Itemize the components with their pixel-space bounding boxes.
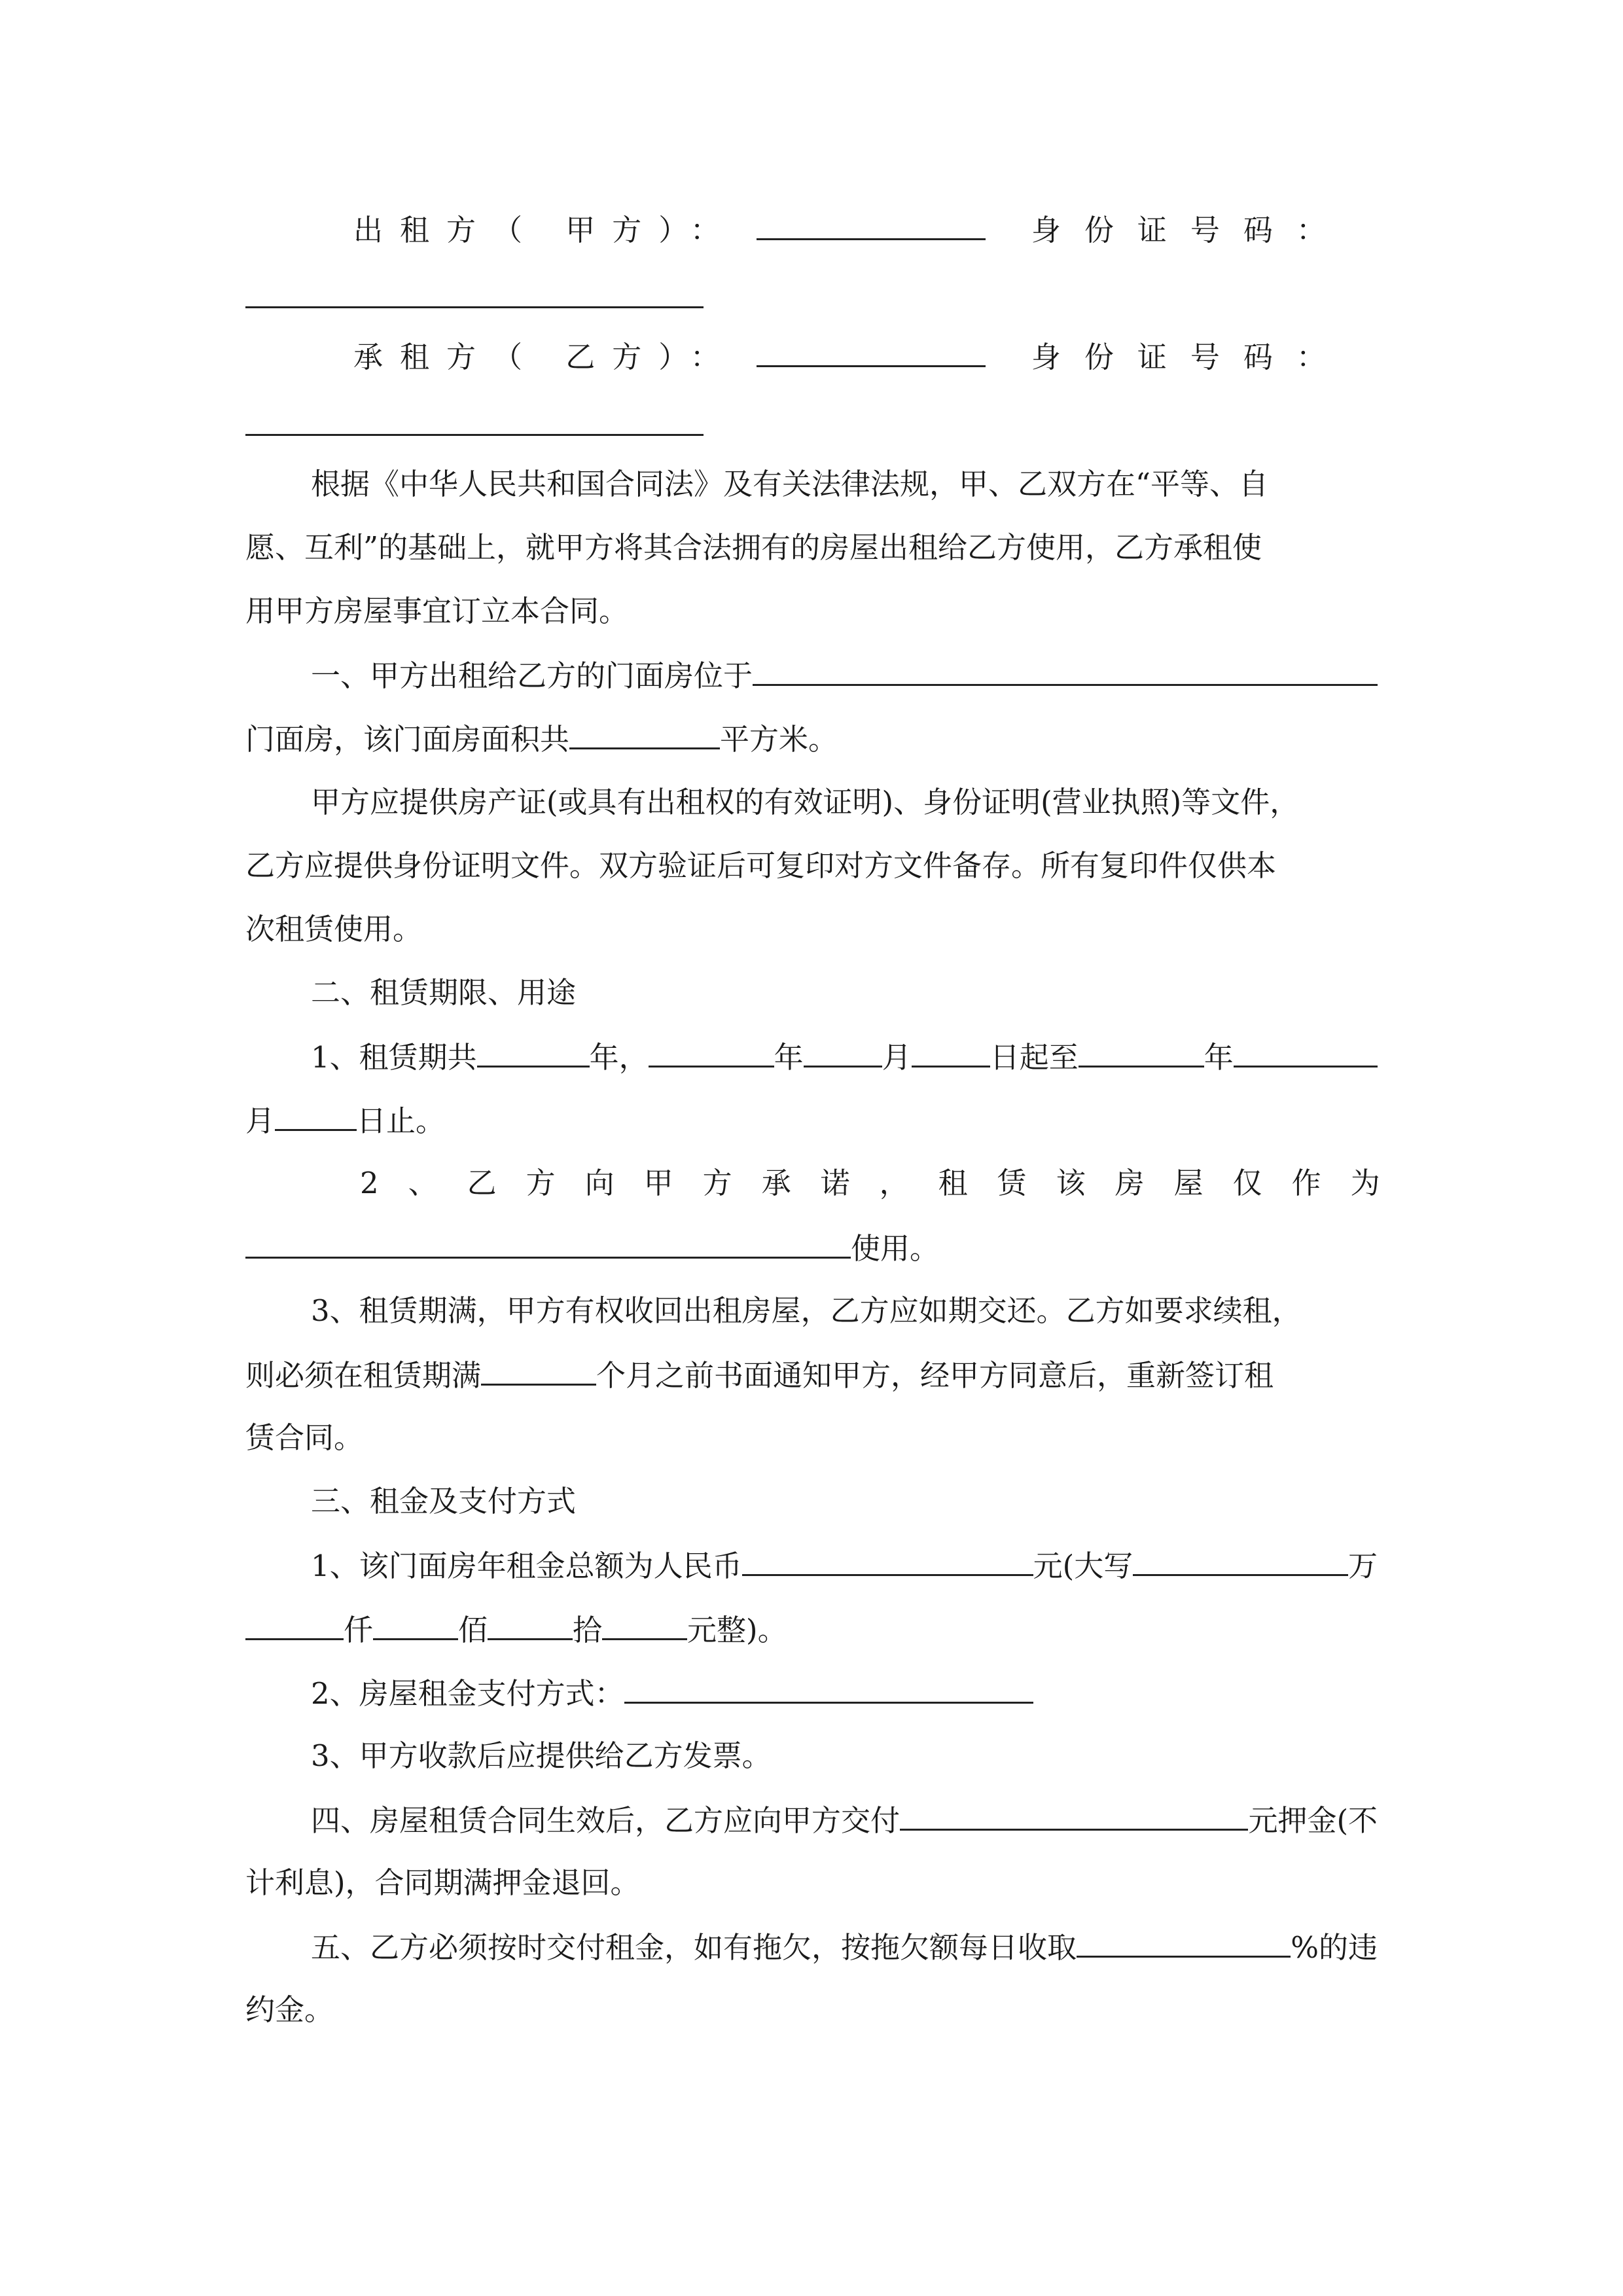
pay-method-row <box>311 1673 1378 1712</box>
start-month-blank[interactable] <box>804 1037 882 1067</box>
deposit-row <box>311 1800 1378 1839</box>
area-unit: 平方米。 <box>720 722 838 757</box>
rent-shi-blank[interactable] <box>488 1609 573 1640</box>
section1-location-label: 一、甲方出租给乙方的门面房位于 <box>311 658 753 693</box>
location-blank[interactable] <box>753 655 1378 686</box>
deposit-suffix: 元押金(不 <box>1248 1803 1378 1838</box>
rent-bai-blank[interactable] <box>373 1609 458 1640</box>
docs-line-2: 乙方应提供身份证明文件。双方验证后可复印对方文件备存。所有复印件仅供本 <box>245 848 1277 883</box>
intro-line-1: 根据《中华人民共和国合同法》及有关法律法规，甲、乙双方在“平等、自 <box>311 467 1269 501</box>
penalty-rate-blank[interactable] <box>1077 1927 1291 1958</box>
term-years-blank[interactable] <box>477 1037 590 1067</box>
section1-area-row <box>245 719 1378 758</box>
rent-bai-unit: 佰 <box>458 1613 488 1647</box>
use-suffix: 使用。 <box>851 1231 940 1266</box>
end-month-unit: 月 <box>245 1103 276 1138</box>
start-day-blank[interactable] <box>912 1037 990 1067</box>
lessor-name-blank[interactable] <box>757 209 986 240</box>
lessor-row <box>353 209 1374 249</box>
invoice-line: 3、甲方收款后应提供给乙方发票。 <box>311 1738 772 1773</box>
use-row-2 <box>245 1228 1378 1267</box>
section1-location-row <box>311 655 1378 694</box>
intro-line-3: 用甲方房屋事宜订立本合同。 <box>245 594 629 628</box>
start-day-unit: 日起至 <box>990 1040 1079 1075</box>
rent-qian-unit: 仟 <box>344 1613 374 1647</box>
section3-title: 三、租金及支付方式 <box>311 1484 577 1518</box>
rent-row-1 <box>311 1545 1378 1585</box>
expire-label-b: 个月之前书面通知甲方，经甲方同意后，重新签订租 <box>596 1358 1274 1393</box>
rent-amount-blank[interactable] <box>742 1545 1033 1576</box>
docs-line-1: 甲方应提供房产证(或具有出租权的有效证明)、身份证明(营业执照)等文件， <box>311 785 1300 819</box>
use-purpose-blank[interactable] <box>245 1228 851 1259</box>
area-label: 门面房，该门面房面积共 <box>245 722 570 757</box>
term-row <box>311 1037 1378 1076</box>
rent-shi-unit: 拾 <box>573 1613 603 1647</box>
end-month-blank-a[interactable] <box>1234 1037 1378 1067</box>
start-year-blank[interactable] <box>649 1037 774 1067</box>
intro-line-2: 愿、互利”的基础上，就甲方将其合法拥有的房屋出租给乙方使用，乙方承租使 <box>245 530 1262 565</box>
penalty-line-2: 约金。 <box>245 1992 334 2027</box>
rent-caps-label: 元(大写 <box>1033 1549 1133 1583</box>
penalty-suffix: %的违 <box>1291 1930 1378 1965</box>
term-row-2 <box>245 1100 1378 1139</box>
rent-label: 1、该门面房年租金总额为人民币 <box>311 1549 742 1583</box>
rent-wan-blank[interactable] <box>1133 1545 1348 1576</box>
use-line-1: 2、乙方向甲方承诺，租赁该房屋仅作为 <box>360 1166 1410 1200</box>
start-month-unit: 月 <box>882 1040 912 1075</box>
docs-line-3: 次租赁使用。 <box>245 912 423 946</box>
area-blank[interactable] <box>569 719 720 749</box>
lessee-id-label: 身份证号码： <box>1031 340 1349 374</box>
end-year-unit: 年 <box>1204 1040 1234 1075</box>
deposit-line-2: 计利息)，合同期满押金退回。 <box>245 1865 640 1900</box>
section2-title: 二、租赁期限、用途 <box>311 975 577 1010</box>
lessee-row <box>353 336 1374 376</box>
end-day-blank[interactable] <box>275 1100 357 1131</box>
expire-row-2 <box>245 1355 1378 1394</box>
expire-line-3: 赁合同。 <box>245 1420 364 1455</box>
penalty-label: 五、乙方必须按时交付租金，如有拖欠，按拖欠额每日收取 <box>311 1930 1077 1965</box>
rent-wan-unit: 万 <box>1347 1549 1378 1583</box>
expire-line-1: 3、租赁期满，甲方有权收回出租房屋，乙方应如期交还。乙方如要求续租， <box>311 1293 1302 1328</box>
expire-label-a: 则必须在租赁期满 <box>245 1358 482 1393</box>
deposit-label: 四、房屋租赁合同生效后，乙方应向甲方交付 <box>311 1803 901 1838</box>
term-year-unit: 年， <box>589 1040 649 1075</box>
end-year-blank[interactable] <box>1079 1037 1204 1067</box>
lessor-id-blank[interactable] <box>245 306 704 308</box>
rent-yuan-unit: 元整)。 <box>687 1613 787 1647</box>
deposit-amount-blank[interactable] <box>900 1800 1248 1831</box>
rent-row-2 <box>245 1609 1378 1649</box>
lessee-name-blank[interactable] <box>757 336 986 367</box>
pay-method-label: 2、房屋租金支付方式： <box>311 1676 624 1711</box>
pay-method-blank[interactable] <box>624 1673 1033 1704</box>
lessee-label: 承租方（ 乙方）： <box>353 340 737 374</box>
notice-months-blank[interactable] <box>481 1355 596 1386</box>
end-day-unit: 日止。 <box>357 1103 446 1138</box>
start-year-unit: 年 <box>774 1040 804 1075</box>
rent-yuan-blank[interactable] <box>602 1609 687 1640</box>
lessor-label: 出租方（ 甲方）： <box>353 213 737 247</box>
lessee-id-blank[interactable] <box>245 434 704 436</box>
term-label: 1、租赁期共 <box>311 1040 477 1075</box>
penalty-row <box>311 1927 1378 1966</box>
rent-qian-blank[interactable] <box>245 1609 344 1640</box>
lessor-id-label: 身份证号码： <box>1031 213 1349 247</box>
